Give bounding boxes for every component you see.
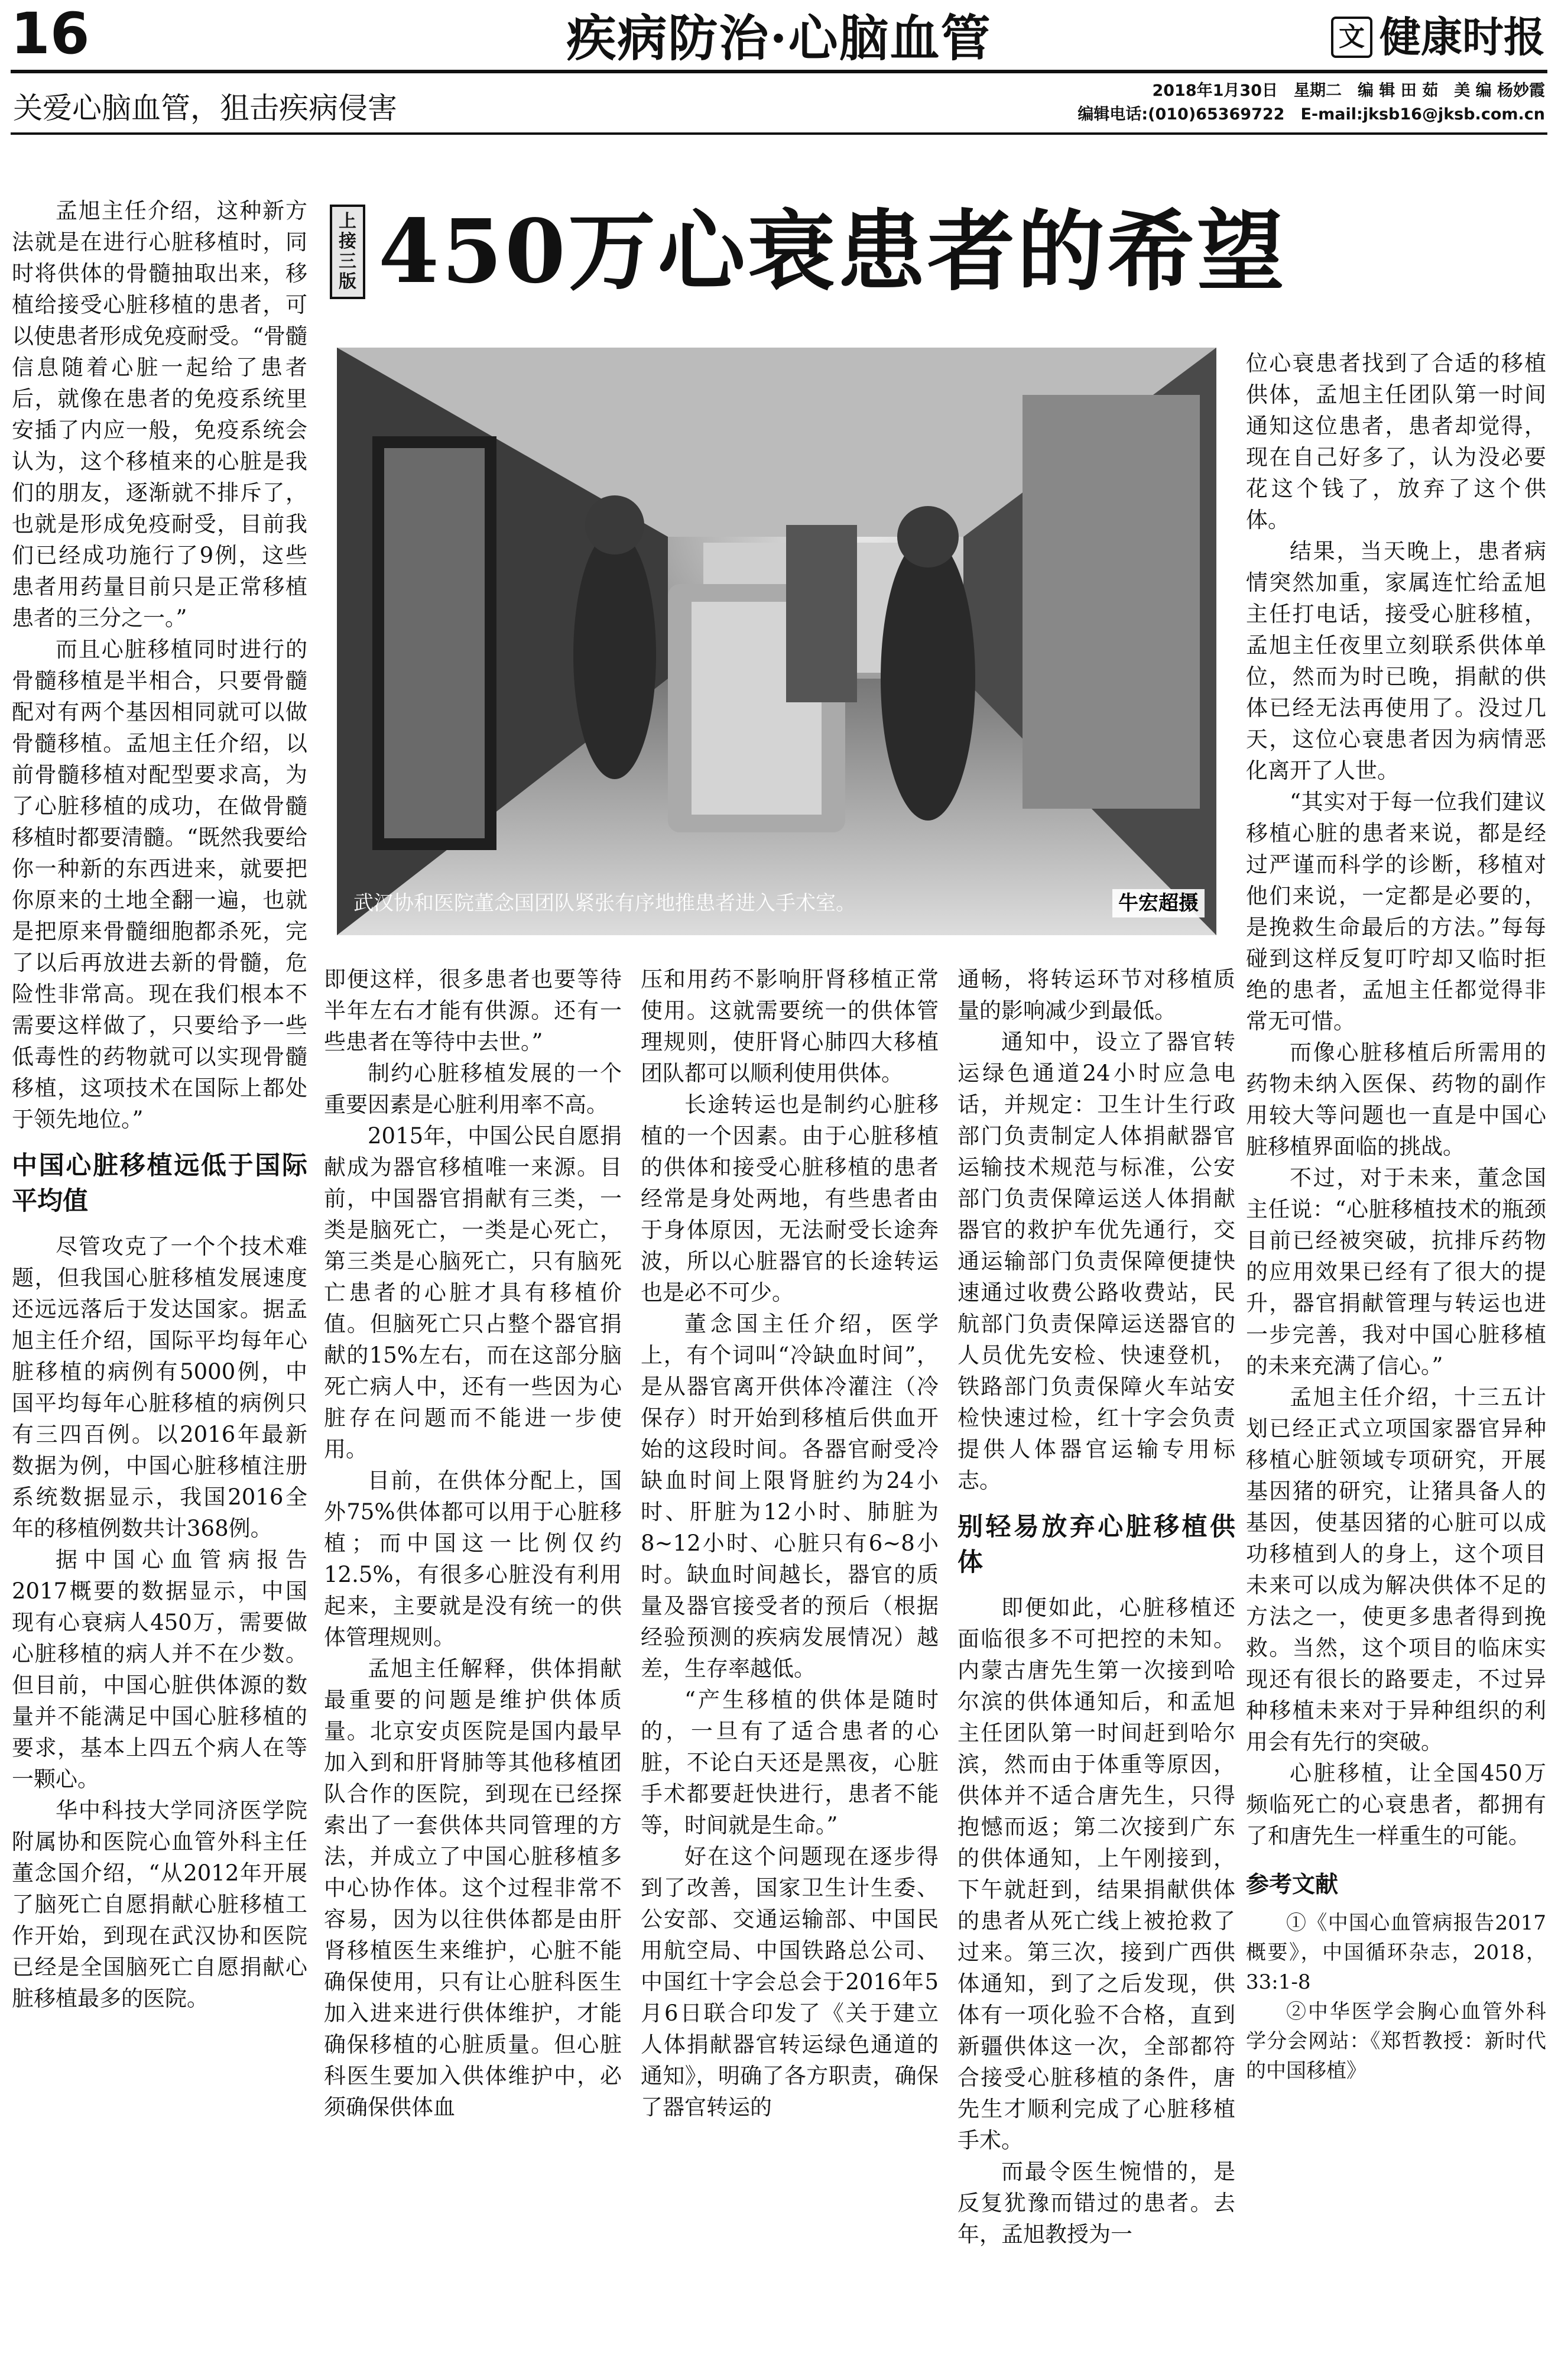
column-5 [1246,348,1546,2284]
hospital-corridor-photo [337,348,1216,935]
column-4 [957,964,1235,2282]
paragraph: 即便如此，心脏移植还面临很多不可把控的未知。内蒙古唐先生第一次接到哈尔滨的供体通知后，和孟旭主任团队第一时间赶到哈尔滨，然而由于体重等原因，供体并不适合唐先生，只得抱憾而返；第二次接到广东的供体通知，上午刚接到，下午就赶到，结果捐献供体的患者从死亡线上被抢救了过来。第三次，接到广西供体通知，到了之后发现，供体有一项化验不合格，直到新疆供体这一次，全部都符合接受心脏移植的条件，唐先生才顺利完成了心脏移植手术。 [957,1595,1235,2153]
reference-item: ①《中国心血管病报告2017概要》，中国循环杂志，2018，33:1-8 [1246,1911,1546,1994]
paragraph: 好在这个问题现在逐步得到了改善，国家卫生计生委、公安部、交通运输部、中国民用航空局、中国铁路总公司、中国红十字会总会于2016年5月6日联合印发了《关于建立人体捐献器官转运绿色通道的通知》，明确了各方职责，确保了器官转运的 [641,1844,939,2120]
logo-mark-icon: 文 [1331,17,1372,58]
paragraph: 尽管攻克了一个个技术难题，但我国心脏移植发展速度还远远落后于发达国家。据孟旭主任介绍，国际平均每年心脏移植的病例有5000例，中国平均每年心脏移植的病例只有三四百例。以2016年最新数据为例，中国心脏移植注册系统数据显示，我国2016全年的移植例数共计368例。 [12,1234,307,1541]
paragraph: “产生移植的供体是随时的，一旦有了适合患者的心脏，不论白天还是黑夜，心脏手术都要赶快进行，患者不能等，时间就是生命。” [641,1687,939,1838]
photo-caption [353,889,1205,917]
paragraph: 即便这样，很多患者也要等待半年左右才能有供源。还有一些患者在等待中去世。” [324,967,622,1055]
paragraph: 孟旭主任介绍，十三五计划已经正式立项国家器官异种移植心脏领域专项研究，开展基因猪的研究，让猪具备人的基因，使基因猪的心脏可以成功移植到人的身上，这个项目未来可以成为解决供体不足的方法之一，使更多患者得到挽救。当然，这个项目的临床实现还有很长的路要走，不过异种移植未来对于异种组织的利用会有先行的突破。 [1246,1384,1546,1755]
paragraph: 位心衰患者找到了合适的移植供体，孟旭主任团队第一时间通知这位患者，患者却觉得，现在自己好多了，认为没必要花这个钱了，放弃了这个供体。 [1246,351,1546,533]
paragraph: 不过，对于未来，董念国主任说：“心脏移植技术的瓶颈目前已经被突破，抗排斥药物的应用效果已经有了很大的提升，器官捐献管理与转运也进一步完善，我对中国心脏移植的未来充满了信心。” [1246,1165,1546,1379]
column-2 [324,964,622,2282]
section-title: 疾病防治·心脑血管 [566,9,992,67]
paragraph: 而像心脏移植后所需用的药物未纳入医保、药物的副作用较大等问题也一直是中国心脏移植界面临的挑战。 [1246,1040,1546,1159]
paragraph: 据中国心血管病报告2017概要的数据显示，中国现有心衰病人450万，需要做心脏移植的病人并不在少数。但目前，中国心脏供体源的数量并不能满足中国心脏移植的要求，基本上四五个病人在等一颗心。 [12,1547,307,1792]
paragraph: 结果，当天晚上，患者病情突然加重，家属连忙给孟旭主任打电话，接受心脏移植，孟旭主任夜里立刻联系供体单位，然而为时已晚，捐献的供体已经无法再使用了。没过几天，这位心衰患者因为病情恶化离开了人世。 [1246,539,1546,783]
paragraph: 华中科技大学同济医学院附属协和医院心血管外科主任董念国介绍，“从2012年开展了脑死亡自愿捐献心脏移植工作开始，到现在武汉协和医院已经是全国脑死亡自愿捐献心脏移植最多的医院。 [12,1798,307,2011]
continued-from-badge: 上接三版 [330,205,365,299]
page-meta [836,79,1545,127]
subheading-1: 中国心脏移植远低于国际平均值 [12,1151,307,1216]
paragraph: 董念国主任介绍，医学上，有个词叫“冷缺血时间”，是从器官离开供体冷灌注（冷保存）时开始到移植后供血开始的这段时间。各器官耐受冷缺血时间上限肾脏约为24小时、肝脏为12小时、肺脏为8~12小时、心脏只有6~8小时。缺血时间越长，器官的质量及器官接受者的预后（根据经验预测的疾病发展情况）越差，生存率越低。 [641,1311,939,1681]
newspaper-logo [1331,11,1545,64]
article-headline: 450万心衰患者的希望 [378,200,1287,303]
paragraph: 孟旭主任解释，供体捐献最重要的问题是维护供体质量。北京安贞医院是国内最早加入到和肝肾肺等其他移植团队合作的医院，到现在已经探索出了一套供体共同管理的方法，并成立了中国心脏移植多中心协作体。这个过程非常不容易，因为以往供体都是由肝肾移植医生来维护，心脏不能确保使用，只有让心脏科医生加入进来进行供体维护，才能确保移植的心脏质量。但心脏科医生要加入供体维护中，必须确保供体血 [324,1656,622,2120]
reference-item: ②中华医学会胸心血管外科学分会网站：《郑哲教授：新时代的中国移植》 [1246,2000,1546,2083]
paragraph: 孟旭主任介绍，这种新方法就是在进行心脏移植时，同时将供体的骨髓抽取出来，移植给接受心脏移植的患者，可以使患者形成免疫耐受。“骨髓信息随着心脏一起给了患者后，就像在患者的免疫系统里安插了内应一般，免疫系统会认为，这个移植来的心脏是我们的朋友，逐渐就不排斥了，也就是形成免疫耐受，目前我们已经成功施行了9例，这些患者用药量目前只是正常移植患者的三分之一。” [12,198,307,631]
paragraph: 制约心脏移植发展的一个重要因素是心脏利用率不高。 [324,1061,622,1117]
paragraph: 目前，在供体分配上，国外75%供体都可以用于心脏移植；而中国这一比例仅约12.5%，有很多心脏没有利用起来，主要就是没有统一的供体管理规则。 [324,1468,622,1650]
meta-contact: 编辑电话:(010)65369722 E-mail:jksb16@jksb.com.cn [1077,105,1545,124]
paragraph: 心脏移植，让全国450万频临死亡的心衰患者，都拥有了和唐先生一样重生的可能。 [1246,1760,1546,1849]
paragraph: “其实对于每一位我们建议移植心脏的患者来说，都是经过严谨而科学的诊断，移植对他们来说，一定都是必要的，是挽救生命最后的方法。”每每碰到这样反复叮咛却又临时拒绝的患者，孟旭主任都觉得非常无可惜。 [1246,789,1546,1034]
references-title: 参考文献 [1246,1872,1339,1898]
header-rule-top [11,70,1547,73]
caption-text: 武汉协和医院董念国团队紧张有序地推患者进入手术室。 [353,891,856,915]
article-photo [337,348,1216,935]
paragraph: 而且心脏移植同时进行的骨髓移植是半相合，只要骨髓配对有两个基因相同就可以做骨髓移植。孟旭主任介绍，以前骨髓移植对配型要求高，为了心脏移植的成功，在做骨髓移植时都要清髓。“既然我要给你一种新的东西进来，就要把你原来的土地全翻一遍，也就是把原来骨髓细胞都杀死，完了以后再放进去新的骨髓，危险性非常高。现在我们根本不需要这样做了，只要给予一些低毒性的药物就可以实现骨髓移植，这项技术在国际上都处于领先地位。” [12,637,307,1132]
paragraph: 通畅，将转运环节对移植质量的影响减少到最低。 [957,967,1235,1023]
page-number: 16 [11,1,90,67]
paragraph: 通知中，设立了器官转运绿色通道24小时应急电话，并规定：卫生计生行政部门负责制定人体捐献器官运输技术规范与标准，公安部门负责保障运送人体捐献器官的救护车优先通行，交通运输部门负责保障便捷快速通过收费公路收费站，民航部门负责保障运送器官的人员优先安检、快速登机，铁路部门负责保障火车站安检快速过检，红十字会负责提供人体器官运输专用标志。 [957,1029,1235,1493]
paragraph: 压和用药不影响肝肾移植正常使用。这就需要统一的供体管理规则，使肝肾心肺四大移植团队都可以顺利使用供体。 [641,967,939,1086]
photo-credit: 牛宏超摄 [1112,889,1205,917]
paragraph: 2015年，中国公民自愿捐献成为器官移植唯一来源。目前，中国器官捐献有三类，一类是脑死亡，一类是心死亡，第三类是心脑死亡，只有脑死亡患者的心脏才具有移植价值。但脑死亡只占整个器官捐献的15%左右，而在这部分脑死亡病人中，还有一些因为心脏存在问题而不能进一步使用。 [324,1123,622,1462]
paragraph: 而最令医生惋惜的，是反复犹豫而错过的患者。去年，孟旭教授为一 [957,2159,1235,2247]
logo-text: 健康时报 [1380,12,1545,61]
meta-date-editors: 2018年1月30日 星期二 编 辑 田 茹 美 编 杨妙霞 [1152,82,1545,100]
column-1 [12,195,307,2282]
subheading-2: 别轻易放弃心脏移植供体 [957,1512,1235,1577]
paragraph: 长途转运也是制约心脏移植的一个因素。由于心脏移植的供体和接受心脏移植的患者经常是身处两地，有些患者由于身体原因，无法耐受长途奔波，所以心脏器官的长途转运也是必不可少。 [641,1092,939,1305]
column-3 [641,964,939,2282]
section-slogan: 关爱心脑血管，狙击疾病侵害 [13,91,397,125]
header-rule-bottom [11,132,1547,135]
